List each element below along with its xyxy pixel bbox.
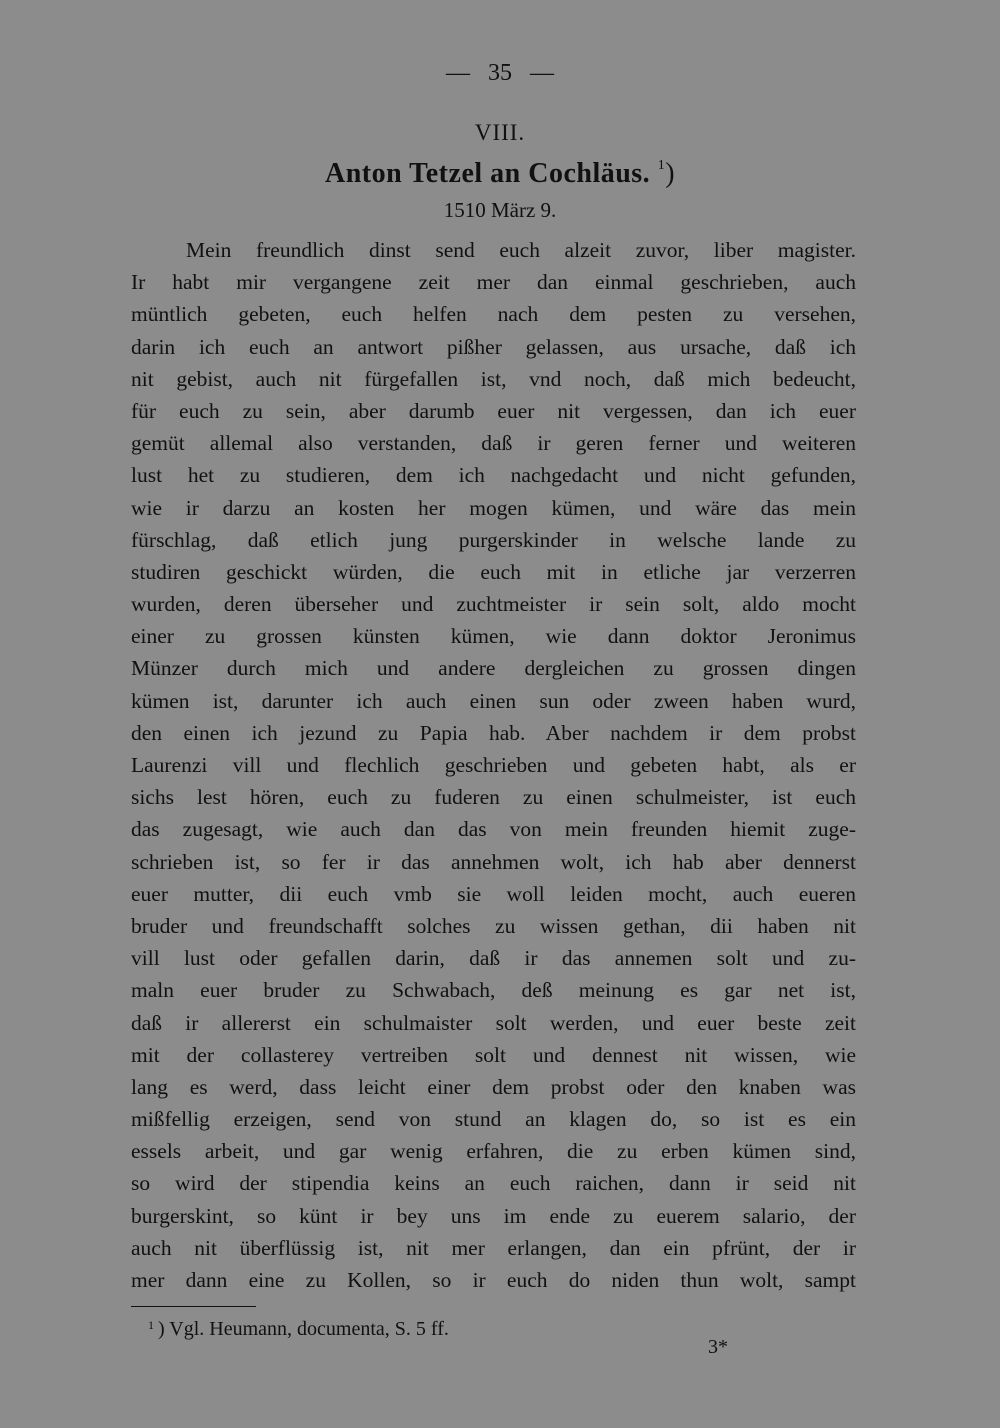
- text-line: euer mutter, dii euch vmb sie woll leiden mocht, auch eueren: [131, 881, 856, 906]
- page-header: [0, 60, 1000, 87]
- text-line: Laurenzi vill und flechlich geschrieben und gebeten habt, als er: [131, 753, 856, 777]
- text-line: mißfellig erzeigen, send von stund an klagen do, so ist es ein: [131, 1107, 856, 1132]
- title-footnote-paren: ): [665, 158, 676, 189]
- text-line: darin ich euch an antwort pißher gelassen, aus ursache, daß ich: [131, 334, 856, 359]
- text-line: Münzer durch mich und andere dergleichen zu grossen dingen: [131, 656, 856, 681]
- footnote-divider: [131, 1306, 256, 1307]
- footnote: [148, 1318, 449, 1341]
- text-line: wurden, deren überseher und zuchtmeister ir sein solt, aldo mocht: [131, 592, 856, 617]
- text-line: maln euer bruder zu Schwabach, deß meinung es gar net ist,: [131, 978, 856, 1003]
- text-line: daß ir allererst ein schulmaister solt werden, und euer beste zeit: [131, 1010, 856, 1035]
- text-line: müntlich gebeten, euch helfen nach dem pesten zu versehen,: [131, 302, 856, 327]
- text-line: auch nit überflüssig ist, nit mer erlangen, dan ein pfrünt, der ir: [131, 1235, 856, 1260]
- text-line: das zugesagt, wie auch dan das von mein freunden hiemit zuge-: [131, 817, 856, 842]
- text-line: einer zu grossen künsten kümen, wie dann doktor Jeronimus: [131, 624, 856, 649]
- text-line: kümen ist, darunter ich auch einen sun oder zween haben wurd,: [131, 688, 856, 713]
- text-line: Mein freundlich dinst send euch alzeit zuvor, liber magister.: [186, 238, 856, 262]
- footnote-text: ) Vgl. Heumann, documenta, S. 5 ff.: [158, 1318, 449, 1340]
- text-line: nit gebist, auch nit fürgefallen ist, vnd noch, daß mich bedeucht,: [131, 366, 856, 391]
- text-line: mit der collasterey vertreiben solt und dennest nit wissen, wie: [131, 1042, 856, 1067]
- footnote-mark: 1: [148, 1318, 154, 1332]
- text-line: lang es werd, dass leicht einer dem probst oder den knaben was: [131, 1074, 856, 1099]
- text-line: gemüt allemal also verstanden, daß ir geren ferner und weiteren: [131, 431, 856, 456]
- page-number: 35: [488, 60, 512, 86]
- text-line: sichs lest hören, euch zu fuderen zu einen schulmeister, ist euch: [131, 785, 856, 810]
- letter-body: [131, 234, 856, 1296]
- title-footnote-mark: 1: [657, 158, 666, 173]
- text-line: studiren geschickt würden, die euch mit in etliche jar verzerren: [131, 559, 856, 584]
- signature-mark: 3*: [708, 1336, 728, 1358]
- header-dash-right: —: [530, 60, 554, 86]
- text-line: so wird der stipendia keins an euch raichen, dann ir seid nit: [131, 1171, 856, 1196]
- text-line: für euch zu sein, aber darumb euer nit vergessen, dan ich euer: [131, 398, 856, 423]
- chapter-number: VIII.: [474, 120, 526, 145]
- text-line: Ir habt mir vergangene zeit mer dan einmal geschrieben, auch: [131, 270, 856, 295]
- title-text: Anton Tetzel an Cochläus.: [324, 158, 651, 189]
- text-line: bruder und freundschafft solches zu wissen gethan, dii haben nit: [131, 913, 856, 938]
- text-line: essels arbeit, und gar wenig erfahren, die zu erben kümen sind,: [131, 1139, 856, 1164]
- letter-title: [0, 158, 1000, 190]
- text-line: schrieben ist, so fer ir das annehmen wolt, ich hab aber dennerst: [131, 849, 856, 874]
- letter-date: 1510 März 9.: [443, 198, 557, 222]
- text-line: fürschlag, daß etlich jung purgerskinder in welsche lande zu: [131, 527, 856, 552]
- text-line: mer dann eine zu Kollen, so ir euch do niden thun wolt, sampt: [131, 1268, 856, 1292]
- header-dash-left: —: [446, 60, 470, 86]
- text-line: lust het zu studieren, dem ich nachgedacht und nicht gefunden,: [131, 463, 856, 488]
- text-line: wie ir darzu an kosten her mogen kümen, und wäre das mein: [131, 495, 856, 520]
- text-line: burgerskint, so künt ir bey uns im ende zu euerem salario, der: [131, 1203, 856, 1228]
- text-line: vill lust oder gefallen darin, daß ir das annemen solt und zu-: [131, 946, 856, 971]
- text-line: den einen ich jezund zu Papia hab. Aber nachdem ir dem probst: [131, 720, 856, 745]
